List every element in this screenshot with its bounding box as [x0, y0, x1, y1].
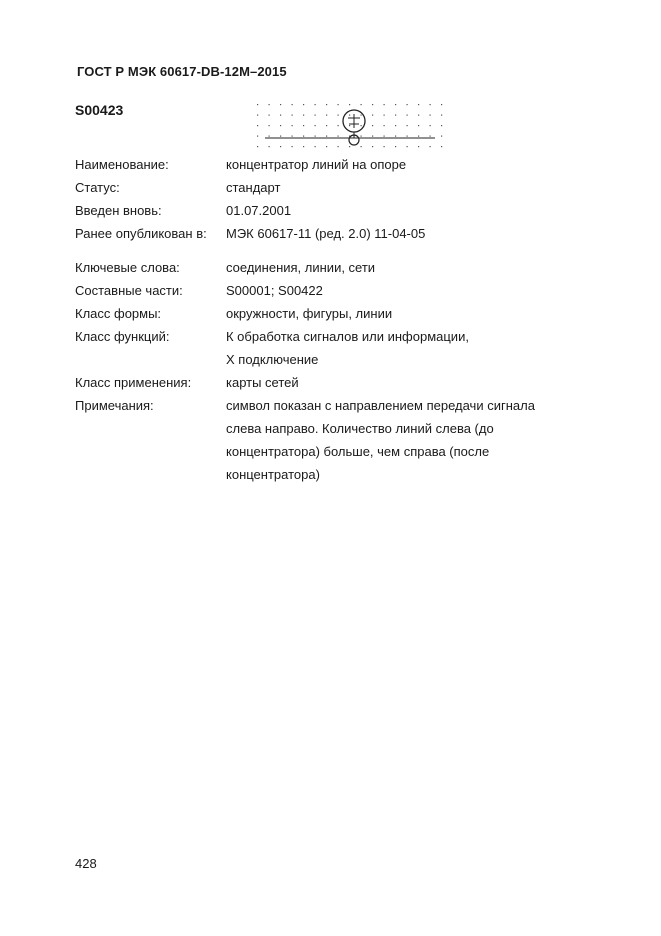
grid-dot	[384, 136, 385, 137]
grid-dot	[418, 115, 419, 116]
grid-dot	[280, 104, 281, 105]
field-value: 01.07.2001	[226, 203, 292, 218]
grid-dot	[292, 125, 293, 126]
field-label: Класс формы:	[75, 306, 162, 321]
field-value: окружности, фигуры, линии	[226, 306, 393, 321]
field-label: Составные части:	[75, 283, 183, 298]
grid-dot	[372, 104, 373, 105]
grid-dot	[280, 125, 281, 126]
grid-dot	[441, 136, 442, 137]
grid-dot	[326, 125, 327, 126]
field-value: концентратора)	[226, 467, 320, 482]
grid-dot	[441, 104, 442, 105]
grid-dot	[269, 104, 270, 105]
grid-dot	[395, 104, 396, 105]
grid-dot	[303, 104, 304, 105]
grid-dot	[418, 136, 419, 137]
grid-dot	[407, 125, 408, 126]
field-value: слева направо. Количество линий слева (до	[226, 421, 494, 436]
grid-dot	[361, 115, 362, 116]
grid-dot	[338, 104, 339, 105]
field-value: концентратора) больше, чем справа (после	[226, 444, 490, 459]
grid-dot	[315, 104, 316, 105]
grid-dot	[372, 125, 373, 126]
grid-dot	[384, 115, 385, 116]
field-value: S00001; S00422	[226, 283, 323, 298]
field-label: Класс функций:	[75, 329, 170, 344]
field-label: Статус:	[75, 180, 120, 195]
grid-dot	[303, 115, 304, 116]
field-value: символ показан с направлением передачи сигнала	[226, 398, 535, 413]
grid-dot	[395, 136, 396, 137]
grid-dot	[430, 136, 431, 137]
grid-dot	[430, 146, 431, 147]
page-header: ГОСТ Р МЭК 60617-DB-12M–2015	[77, 64, 287, 79]
grid-dot	[326, 146, 327, 147]
grid-dot	[418, 104, 419, 105]
grid-dot	[257, 136, 258, 137]
grid-dot	[384, 104, 385, 105]
symbol-code: S00423	[75, 102, 124, 118]
field-label: Ключевые слова:	[75, 260, 180, 275]
grid-dot	[292, 146, 293, 147]
grid-dot	[292, 115, 293, 116]
field-value: МЭК 60617-11 (ред. 2.0) 11-04-05	[226, 226, 426, 241]
grid-dot	[349, 146, 350, 147]
field-value: Х подключение	[226, 352, 319, 367]
grid-dot	[338, 146, 339, 147]
grid-dot	[384, 146, 385, 147]
grid-dot	[441, 115, 442, 116]
grid-dot	[384, 125, 385, 126]
grid-dot	[441, 146, 442, 147]
field-label: Наименование:	[75, 157, 169, 172]
grid-dot	[303, 136, 304, 137]
grid-dot	[349, 104, 350, 105]
grid-dot	[269, 136, 270, 137]
field-label: Класс применения:	[75, 375, 192, 390]
field-value: соединения, линии, сети	[226, 260, 376, 275]
grid-dot	[372, 115, 373, 116]
field-value: карты сетей	[226, 375, 299, 390]
grid-dot	[303, 125, 304, 126]
grid-dot	[315, 146, 316, 147]
grid-dot	[280, 136, 281, 137]
grid-dot	[326, 104, 327, 105]
grid-dot	[257, 115, 258, 116]
grid-dot	[280, 115, 281, 116]
grid-dot	[338, 115, 339, 116]
grid-dot	[338, 125, 339, 126]
grid-dot	[361, 104, 362, 105]
field-value: концентратор линий на опоре	[226, 157, 407, 172]
field-label: Введен вновь:	[75, 203, 162, 218]
grid-dot	[418, 125, 419, 126]
grid-dot	[361, 136, 362, 137]
grid-dot	[326, 115, 327, 116]
grid-dot	[395, 146, 396, 147]
field-label: Примечания:	[75, 398, 154, 413]
field-value: К обработка сигналов или информации,	[226, 329, 469, 344]
grid-dot	[407, 146, 408, 147]
grid-dot	[315, 125, 316, 126]
field-value: стандарт	[226, 180, 281, 195]
grid-dot	[280, 146, 281, 147]
grid-dot	[407, 104, 408, 105]
grid-dot	[407, 136, 408, 137]
grid-dot	[430, 125, 431, 126]
grid-dot	[257, 146, 258, 147]
grid-dot	[292, 136, 293, 137]
grid-dot	[361, 146, 362, 147]
grid-dot	[430, 115, 431, 116]
grid-dot	[269, 146, 270, 147]
grid-dot	[349, 125, 350, 126]
grid-dot	[292, 104, 293, 105]
grid-dot	[395, 115, 396, 116]
grid-dot	[418, 146, 419, 147]
field-label: Ранее опубликован в:	[75, 226, 207, 241]
grid-dot	[326, 136, 327, 137]
grid-dot	[315, 115, 316, 116]
grid-dot	[303, 146, 304, 147]
page-number: 428	[75, 856, 97, 871]
grid-dot	[269, 125, 270, 126]
grid-dot	[372, 146, 373, 147]
grid-dot	[441, 125, 442, 126]
grid-dot	[395, 125, 396, 126]
line-concentrator-on-pole-symbol-icon	[250, 98, 455, 148]
grid-dot	[338, 136, 339, 137]
grid-dot	[407, 115, 408, 116]
grid-dot	[349, 115, 350, 116]
grid-dot	[430, 104, 431, 105]
grid-dot	[361, 125, 362, 126]
grid-dot	[315, 136, 316, 137]
grid-dot	[257, 104, 258, 105]
grid-dot	[372, 136, 373, 137]
grid-dot	[269, 115, 270, 116]
grid-dot	[257, 125, 258, 126]
